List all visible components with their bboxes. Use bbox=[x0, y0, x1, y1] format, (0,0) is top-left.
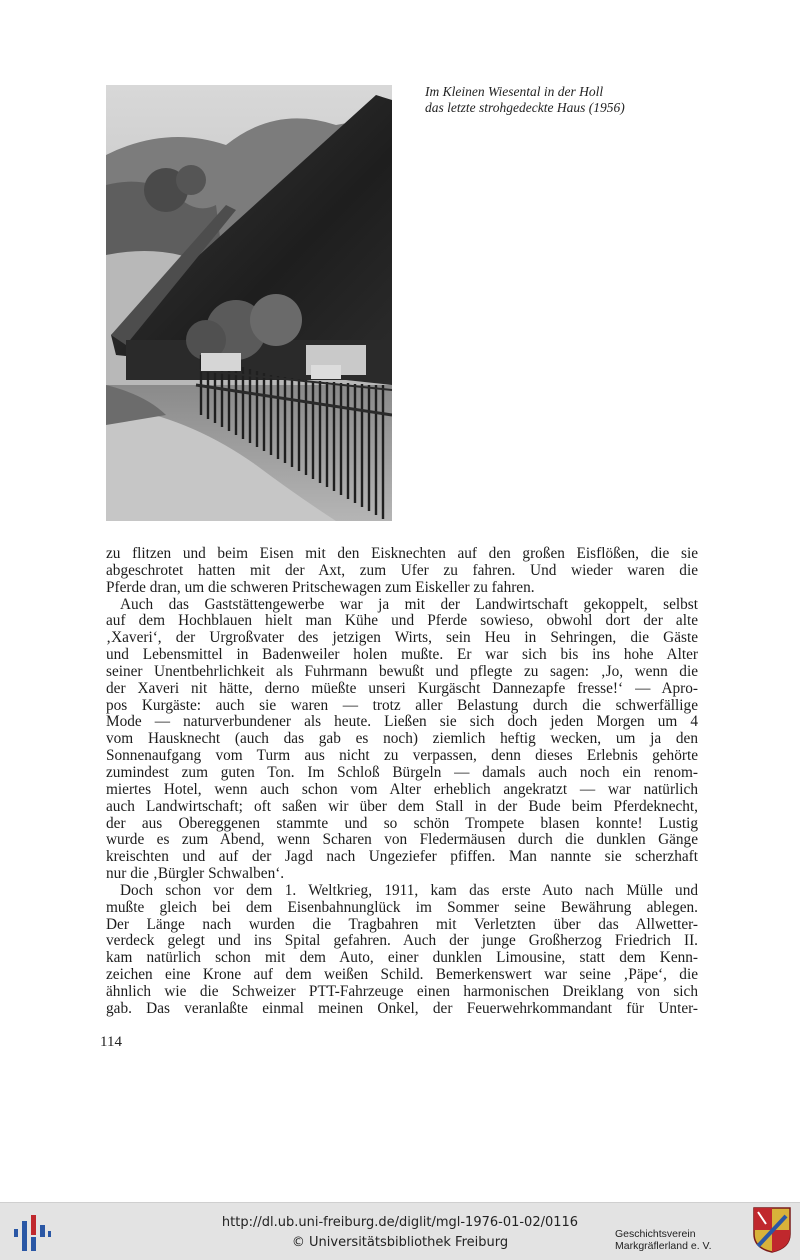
society-line: Markgräflerland e. V. bbox=[615, 1240, 712, 1252]
text-line: pos Kurgäste: auch sie waren — trotz aller Belastung durch die schwerfällige bbox=[106, 697, 698, 714]
footer-citation bbox=[150, 1213, 650, 1253]
caption-line: Im Kleinen Wiesental in der Holl bbox=[425, 84, 604, 99]
text-line: Mode — naturverbundener als heute. Ließen sie sich doch jeden Morgen um 4 bbox=[106, 714, 698, 731]
text-line: und Lebensmittel in Badenweiler holen mußte. Er war sich bis ins hohe Alter bbox=[106, 647, 698, 664]
text-line: gab. Das veranlaßte einmal meinen Onkel, der Feuerwehrkommandant für Unter- bbox=[106, 1000, 698, 1017]
text-line: auch Landwirtschaft; oft saßen wir über dem Stall in der Bude beim Pferdeknecht, bbox=[106, 798, 698, 815]
text-line: ‚Xaveri‘, der Urgroßvater des jetzigen Wirts, sein Heu in Sehringen, die Gäste bbox=[106, 630, 698, 647]
text-line: zeichen eine Krone auf dem weißen Schild. Bemerkenswert war seine ‚Päpe‘, die bbox=[106, 967, 698, 984]
caption-line: das letzte strohgedeckte Haus (1956) bbox=[425, 99, 625, 115]
page-number: 114 bbox=[100, 1034, 122, 1050]
text-line: Pferde dran, um die schweren Pritschewagen zum Eiskeller zu fahren. bbox=[106, 579, 535, 596]
text-line: vom Hausknecht (auch das gab es noch) ziemlich heftig wecken, um ja den bbox=[106, 731, 698, 748]
permalink-url[interactable]: http://dl.ub.uni-freiburg.de/diglit/mgl-1976-01-02/0116 bbox=[221, 1215, 579, 1230]
society-line: Geschichtsverein bbox=[615, 1228, 696, 1240]
text-line: abgeschrotet hatten mit der Axt, zum Ufer zu fahren. Und wieder waren die bbox=[106, 562, 698, 579]
text-line: miertes Hotel, wenn auch schon vom Alter erheblich angekratzt — war natürlich bbox=[106, 781, 698, 798]
text-line: wurde es zum Abend, wenn Scharen von Fledermäusen durch die dunklen Gänge bbox=[106, 832, 698, 849]
text-line: seiner Unentbehrlichkeit als Fuhrmann bewußt und pflegte zu sagen: ‚Jo, wenn die bbox=[106, 663, 698, 680]
society-name bbox=[615, 1228, 712, 1252]
text-line: kam natürlich schon mit dem Auto, einer dunklen Limousine, statt dem Kenn- bbox=[106, 950, 698, 967]
text-line: Sonnenaufgang vom Turm aus nicht zu verpassen, denn dieses Erlebnis gehörte bbox=[106, 748, 698, 765]
text-line: nur die ‚Bürgler Schwalben‘. bbox=[106, 866, 285, 883]
text-line: der aus Obereggenen stammte und so schön Trompete blasen konnte! Lustig bbox=[106, 815, 698, 832]
body-text bbox=[106, 546, 698, 1018]
photo-caption bbox=[425, 84, 705, 115]
society-crest-icon[interactable] bbox=[752, 1206, 792, 1254]
text-line: kreischten und auf der Jagd nach Ungeziefer pfiffen. Man nannte sie scherzhaft bbox=[106, 849, 698, 866]
library-logo-icon[interactable] bbox=[12, 1213, 52, 1253]
text-line: der Xaveri nit hätte, derno müeßte unseri Kurgäscht Dannezapfe fresse!‘ — Apro- bbox=[106, 680, 698, 697]
text-line: ähnlich wie die Schweizer PTT-Fahrzeuge einen harmonischen Dreiklang von sich bbox=[106, 983, 698, 1000]
text-line: auf dem Hochblauen hielt man Kühe und Pferde sowieso, obwohl dort der alte bbox=[106, 613, 698, 630]
text-line: zu flitzen und beim Eisen mit den Eisknechten auf den großen Eisflößen, die sie bbox=[106, 546, 698, 562]
copyright-text: © Universitätsbibliothek Freiburg bbox=[291, 1235, 509, 1250]
text-line: Doch schon vor dem 1. Weltkrieg, 1911, kam das erste Auto nach Mülle und bbox=[120, 882, 698, 899]
text-line: Der Länge nach wurden die Tragbahren mit Verletzten über das Allwetter- bbox=[106, 916, 698, 933]
text-line: mußte gleich bei dem Eisenbahnunglück im Sommer seine Bewährung ablegen. bbox=[106, 899, 698, 916]
thatched-house-photo bbox=[106, 85, 392, 521]
text-line: zumindest zum guten Ton. Im Schloß Bürgeln — damals auch noch ein renom- bbox=[106, 764, 698, 781]
text-line: Auch das Gaststättengewerbe war ja mit der Landwirtschaft gekoppelt, selbst bbox=[120, 596, 698, 613]
text-line: verdeck gelegt und ins Spital gefahren. Auch der junge Großherzog Friedrich II. bbox=[106, 933, 698, 950]
